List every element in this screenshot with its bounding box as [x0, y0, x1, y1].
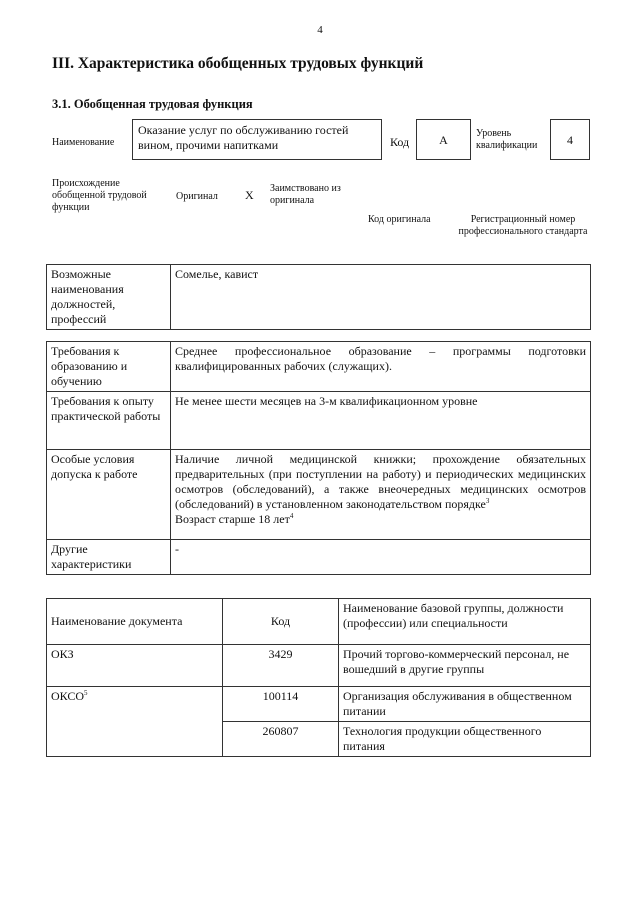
table-header-row: [47, 599, 591, 645]
table-row: [47, 342, 591, 392]
origin-label: Происхождение обобщенной трудовой функции: [52, 178, 147, 213]
doc-code: 260807: [223, 722, 339, 757]
table-row: [47, 450, 591, 540]
level-value-box: [550, 119, 590, 160]
doc-title: Прочий торгово-коммерческий персонал, не вошедший в другие группы: [339, 645, 591, 687]
req-label: Особые условия допуска к работе: [47, 450, 171, 540]
orig-code-caption: Код оригинала: [368, 214, 431, 225]
function-name-value: Оказание услуг по обслуживанию гостей вином, прочими напитками: [138, 123, 349, 152]
req-label: Требования к образованию и обучению: [47, 342, 171, 392]
table-row: [47, 687, 591, 722]
original-label: Оригинал: [176, 191, 218, 202]
subsection-title: 3.1. Обобщенная трудовая функция: [52, 97, 253, 111]
document-table: [46, 598, 591, 757]
level-value: 4: [567, 133, 573, 147]
borrowed-label: Заимствовано из оригинала: [270, 183, 341, 206]
doc-header-title: Наименование базовой группы, должности (профессии) или специальности: [339, 599, 591, 645]
req-value-text: Наличие личной медицинской книжки; прохождение обязательных предварительных (при поступлении на работу) и периодических медицинских осмотров (обследований), а также внеочередных медицинских осмотров (обследований) в установленном законодательством порядке: [175, 452, 586, 511]
level-label: Уровень квалификации: [476, 128, 538, 151]
doc-code: 100114: [223, 687, 339, 722]
code-label: Код: [390, 135, 410, 149]
function-name-box: [132, 119, 382, 160]
req-value-age: Возраст старше 18 лет: [175, 512, 290, 526]
original-mark: X: [245, 188, 254, 202]
code-value-box: [416, 119, 471, 160]
doc-header-code: Код: [223, 599, 339, 645]
positions-table: [46, 264, 591, 330]
req-value: Не менее шести месяцев на 3-м квалификационном уровне: [171, 392, 591, 450]
doc-code: 3429: [223, 645, 339, 687]
req-label: Требования к опыту практической работы: [47, 392, 171, 450]
table-row: [47, 392, 591, 450]
doc-title: Технология продукции общественного питания: [339, 722, 591, 757]
section-title: III. Характеристика обобщенных трудовых функций: [52, 55, 424, 72]
positions-value: Сомелье, кавист: [171, 265, 591, 330]
requirements-table: [46, 341, 591, 575]
req-value: [171, 450, 591, 540]
footnote-ref: 5: [84, 689, 88, 697]
req-label: Другие характеристики: [47, 540, 171, 575]
table-row: [47, 540, 591, 575]
doc-name: ОКЗ: [47, 645, 223, 687]
page-number: 4: [317, 24, 323, 36]
footnote-ref: 4: [289, 512, 294, 520]
doc-header-name: Наименование документа: [47, 599, 223, 645]
table-row: [47, 645, 591, 687]
doc-title: Организация обслуживания в общественном питании: [339, 687, 591, 722]
req-value: Среднее профессиональное образование – программы подготовки квалифицированных рабочих (служащих).: [171, 342, 591, 392]
doc-name-okso: ОКСО: [51, 689, 85, 703]
footnote-ref: 3: [485, 497, 490, 505]
code-value: A: [439, 133, 448, 147]
doc-name: [47, 687, 223, 757]
req-value: -: [171, 540, 591, 575]
name-label: Наименование: [52, 137, 115, 148]
reg-number-caption: Регистрационный номер профессионального стандарта: [458, 214, 588, 237]
positions-label: Возможные наименования должностей, профессий: [47, 265, 171, 330]
